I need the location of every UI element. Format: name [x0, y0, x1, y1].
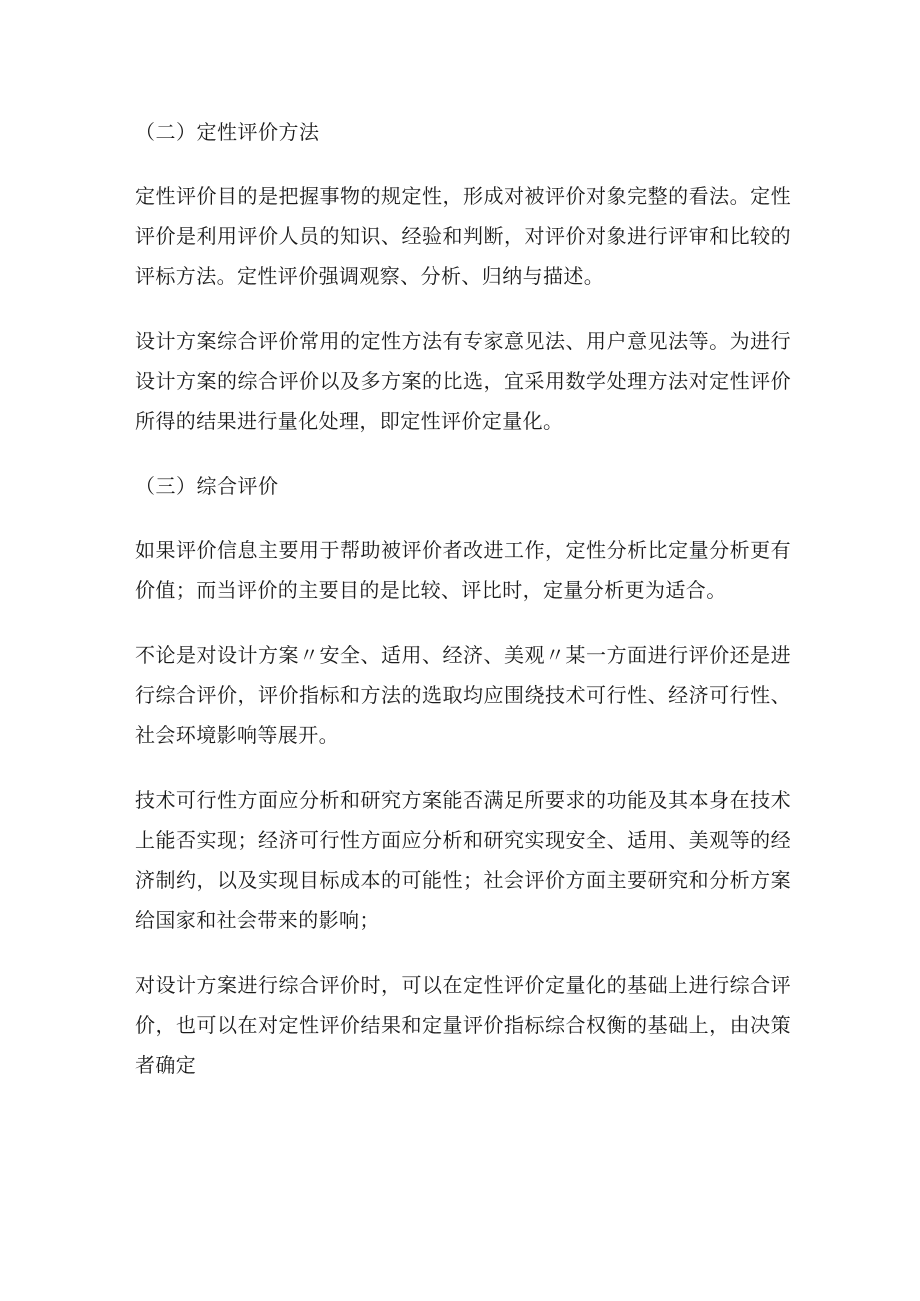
paragraph-evaluation-criteria: 不论是对设计方案〃安全、适用、经济、美观〃某一方面进行评价还是进行综合评价，评价指标和方法的选取均应围绕技术可行性、经济可行性、社会环境影响等展开。 — [135, 643, 791, 747]
document-body — [135, 112, 791, 1085]
paragraph-evaluation-purpose: 如果评价信息主要用于帮助被评价者改进工作，定性分析比定量分析更有价值；而当评价的主要目的是比较、评比时，定量分析更为适合。 — [135, 538, 791, 602]
paragraph-comprehensive-evaluation: 对设计方案进行综合评价时，可以在定性评价定量化的基础上进行综合评价，也可以在对定性评价结果和定量评价指标综合权衡的基础上，由决策者确定 — [135, 973, 791, 1077]
paragraph-qualitative-methods: 设计方案综合评价常用的定性方法有专家意见法、用户意见法等。为进行设计方案的综合评价以及多方案的比选，宜采用数学处理方法对定性评价所得的结果进行量化处理，即定性评价定量化。 — [135, 329, 791, 433]
paragraph-feasibility-analysis: 技术可行性方面应分析和研究方案能否满足所要求的功能及其本身在技术上能否实现；经济可行性方面应分析和研究实现安全、适用、美观等的经济制约，以及实现目标成本的可能性；社会评价方面主要研究和分析方案给国家和社会带来的影响； — [135, 788, 791, 932]
paragraph-qualitative-definition: 定性评价目的是把握事物的规定性，形成对被评价对象完整的看法。定性评价是利用评价人员的知识、经验和判断，对评价对象进行评审和比较的评标方法。定性评价强调观察、分析、归纳与描述。 — [135, 184, 791, 288]
section-heading-comprehensive: （三）综合评价 — [135, 474, 279, 498]
section-heading-qualitative: （二）定性评价方法 — [135, 120, 320, 144]
